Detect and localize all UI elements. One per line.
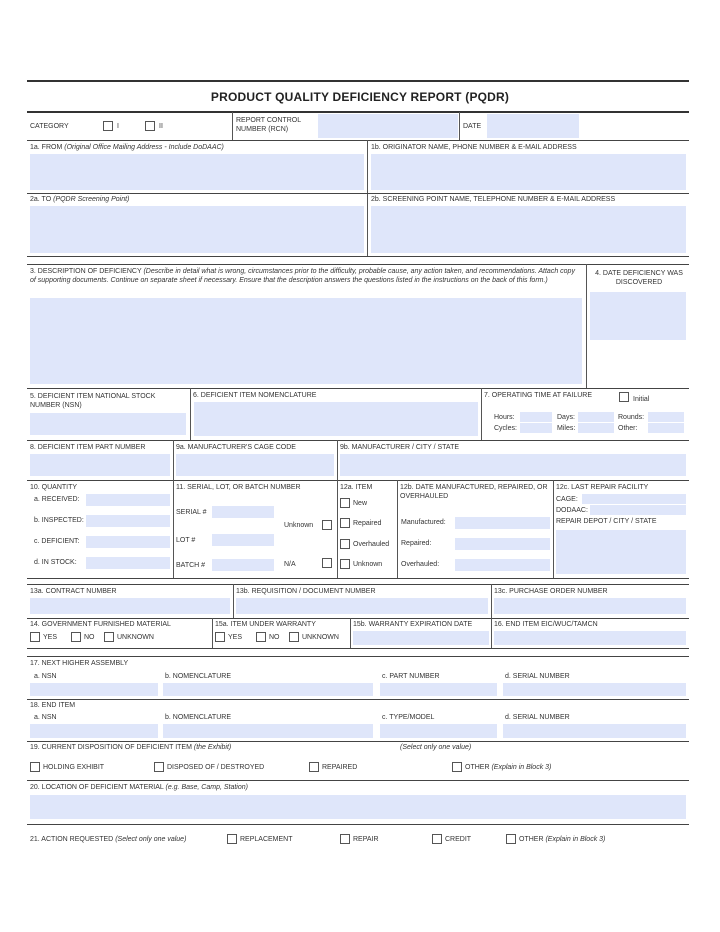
repair-dodaac-label: DODAAC:: [556, 507, 588, 514]
form-title: PRODUCT QUALITY DEFICIENCY REPORT (PQDR): [210, 90, 510, 104]
block-16-label: 16. END ITEM EIC/WUC/TAMCN: [494, 621, 598, 628]
warranty-yes-label: YES: [228, 634, 243, 641]
block-19-label: 19. CURRENT DISPOSITION OF DEFICIENT ITEM (the Exhibit): [30, 744, 232, 751]
block-12c-label: 12c. LAST REPAIR FACILITY: [556, 484, 649, 491]
item-overhauled-label: Overhauled: [353, 541, 390, 548]
credit-label: CREDIT: [445, 836, 472, 843]
screening-point-field[interactable]: [371, 206, 686, 253]
na-label: N/A: [284, 561, 296, 568]
warranty-unknown-checkbox[interactable]: [289, 632, 299, 642]
block-1a-label: 1a. FROM (Original Office Mailing Address - Include DoDAAC): [30, 144, 224, 151]
manufactured-field[interactable]: [455, 517, 550, 529]
requisition-field[interactable]: [236, 598, 488, 614]
deficient-label: c. DEFICIENT:: [34, 538, 80, 545]
initial-label: Initial: [633, 396, 650, 403]
inspected-field[interactable]: [86, 515, 170, 527]
block-13a-label: 13a. CONTRACT NUMBER: [30, 588, 117, 595]
other-label: Other:: [618, 425, 638, 432]
end-item-eic-field[interactable]: [494, 631, 686, 645]
manufacturer-field[interactable]: [340, 454, 686, 476]
repair-action-checkbox[interactable]: [340, 834, 350, 844]
hours-label: Hours:: [494, 414, 515, 421]
end-item-nomenclature-label: b. NOMENCLATURE: [165, 714, 231, 721]
item-overhauled-checkbox[interactable]: [340, 539, 350, 549]
days-label: Days:: [557, 414, 575, 421]
nha-nsn-label: a. NSN: [34, 673, 57, 680]
overhauled-date-label: Overhauled:: [401, 561, 440, 568]
cycles-field[interactable]: [520, 423, 552, 433]
miles-field[interactable]: [578, 423, 614, 433]
end-item-serial-label: d. SERIAL NUMBER: [505, 714, 570, 721]
block-17-label: 17. NEXT HIGHER ASSEMBLY: [30, 660, 129, 667]
title-rule: [27, 111, 689, 113]
received-label: a. RECEIVED:: [34, 496, 80, 503]
block-20-label: 20. LOCATION OF DEFICIENT MATERIAL (e.g. Base, Camp, Station): [30, 784, 248, 791]
warranty-yes-checkbox[interactable]: [215, 632, 225, 642]
cycles-label: Cycles:: [494, 425, 517, 432]
to-address-field[interactable]: [30, 206, 364, 253]
miles-label: Miles:: [557, 425, 576, 432]
serial-label: SERIAL #: [176, 509, 207, 516]
hours-field[interactable]: [520, 412, 552, 422]
category-i-checkbox[interactable]: [103, 121, 113, 131]
overhauled-date-field[interactable]: [455, 559, 550, 571]
lot-field[interactable]: [212, 534, 274, 546]
block-2a-label: 2a. TO (PQDR Screening Point): [30, 196, 130, 203]
other-action-checkbox[interactable]: [506, 834, 516, 844]
nha-part-number-field[interactable]: [380, 683, 497, 696]
rcn-field[interactable]: [318, 114, 458, 138]
serial-unknown-checkbox[interactable]: [322, 520, 332, 530]
warranty-no-label: NO: [269, 634, 280, 641]
top-rule: [27, 80, 689, 82]
rcn-label: REPORT CONTROL NUMBER (RCN): [236, 117, 301, 133]
batch-label: BATCH #: [176, 562, 206, 569]
block-6-label: 6. DEFICIENT ITEM NOMENCLATURE: [193, 392, 317, 399]
block-12b-label: 12b. DATE MANUFACTURED, REPAIRED, OR OVERHAULED: [400, 484, 548, 500]
block-12a-label: 12a. ITEM: [340, 484, 373, 491]
credit-checkbox[interactable]: [432, 834, 442, 844]
warranty-expiration-field[interactable]: [353, 631, 489, 645]
category-i-label: I: [117, 123, 119, 130]
warranty-no-checkbox[interactable]: [256, 632, 266, 642]
block-13b-label: 13b. REQUISITION / DOCUMENT NUMBER: [236, 588, 376, 595]
item-unknown-checkbox[interactable]: [340, 559, 350, 569]
nha-serial-label: d. SERIAL NUMBER: [505, 673, 570, 680]
block-3-label: 3. DESCRIPTION OF DEFICIENCY (Describe in detail what is wrong, circumstances prior to the difficulty, probable cause, any action taken, and recommendations. Attach copy of supporting documents. Continue on separate sheet if necessary. Ensure that the description answers the questions listed in the instructions on the back of this form.): [30, 268, 575, 284]
batch-field[interactable]: [212, 559, 274, 571]
other-disposition-checkbox[interactable]: [452, 762, 462, 772]
end-item-nsn-label: a. NSN: [34, 714, 57, 721]
initial-checkbox[interactable]: [619, 392, 629, 402]
item-new-label: New: [353, 500, 368, 507]
date-field[interactable]: [487, 114, 579, 138]
other-field[interactable]: [648, 423, 684, 433]
block-9b-label: 9b. MANUFACTURER / CITY / STATE: [340, 444, 460, 451]
block-19-select-note: (Select only one value): [400, 744, 472, 751]
item-new-checkbox[interactable]: [340, 498, 350, 508]
in-stock-label: d. IN STOCK:: [34, 559, 77, 566]
replacement-checkbox[interactable]: [227, 834, 237, 844]
serial-na-checkbox[interactable]: [322, 558, 332, 568]
nsn-field[interactable]: [30, 413, 186, 435]
other-disposition-label: OTHER (Explain in Block 3): [465, 764, 552, 771]
gfm-yes-label: YES: [43, 634, 58, 641]
nha-nomenclature-label: b. NOMENCLATURE: [165, 673, 231, 680]
item-repaired-label: Repaired: [353, 520, 382, 527]
item-repaired-checkbox[interactable]: [340, 518, 350, 528]
block-15a-label: 15a. ITEM UNDER WARRANTY: [215, 621, 316, 628]
block-21-label: 21. ACTION REQUESTED (Select only one value): [30, 836, 187, 843]
repaired-date-field[interactable]: [455, 538, 550, 550]
location-field[interactable]: [30, 795, 686, 819]
repaired-date-label: Repaired:: [401, 540, 432, 547]
end-item-type-label: c. TYPE/MODEL: [382, 714, 435, 721]
repaired-disposition-checkbox[interactable]: [309, 762, 319, 772]
block-4-label: 4. DATE DEFICIENCY WAS DISCOVERED: [595, 270, 683, 286]
block-5-label: 5. DEFICIENT ITEM NATIONAL STOCK NUMBER (NSN): [30, 393, 156, 409]
repair-action-label: REPAIR: [353, 836, 379, 843]
block-11-label: 11. SERIAL, LOT, OR BATCH NUMBER: [176, 484, 301, 491]
category-label: CATEGORY: [30, 123, 69, 130]
date-discovered-field[interactable]: [590, 292, 686, 340]
block-15b-label: 15b. WARRANTY EXPIRATION DATE: [353, 621, 473, 628]
received-field[interactable]: [86, 494, 170, 506]
nha-nsn-field[interactable]: [30, 683, 158, 696]
gfm-yes-checkbox[interactable]: [30, 632, 40, 642]
end-item-type-field[interactable]: [380, 724, 497, 738]
in-stock-field[interactable]: [86, 557, 170, 569]
disposed-label: DISPOSED OF / DESTROYED: [167, 764, 265, 771]
description-field[interactable]: [30, 298, 582, 384]
originator-field[interactable]: [371, 154, 686, 190]
unknown-label: Unknown: [284, 522, 314, 529]
lot-label: LOT #: [176, 537, 196, 544]
block-1b-label: 1b. ORIGINATOR NAME, PHONE NUMBER & E-MAIL ADDRESS: [371, 144, 577, 151]
contract-number-field[interactable]: [30, 598, 230, 614]
block-7-label: 7. OPERATING TIME AT FAILURE: [484, 392, 593, 399]
cage-code-field[interactable]: [176, 454, 334, 476]
nomenclature-field[interactable]: [194, 402, 478, 436]
block-10-label: 10. QUANTITY: [30, 484, 78, 491]
block-18-label: 18. END ITEM: [30, 702, 76, 709]
nha-nomenclature-field[interactable]: [163, 683, 373, 696]
part-number-field[interactable]: [30, 454, 170, 476]
block-13c-label: 13c. PURCHASE ORDER NUMBER: [494, 588, 608, 595]
disposed-checkbox[interactable]: [154, 762, 164, 772]
block-8-label: 8. DEFICIENT ITEM PART NUMBER: [30, 444, 146, 451]
date-label: DATE: [463, 123, 482, 130]
inspected-label: b. INSPECTED:: [34, 517, 84, 524]
warranty-unknown-label: UNKNOWN: [302, 634, 339, 641]
replacement-label: REPLACEMENT: [240, 836, 293, 843]
block-14-label: 14. GOVERNMENT FURNISHED MATERIAL: [30, 621, 171, 628]
end-item-serial-field[interactable]: [503, 724, 686, 738]
serial-field[interactable]: [212, 506, 274, 518]
gfm-unknown-label: UNKNOWN: [117, 634, 154, 641]
repair-depot-label: REPAIR DEPOT / CITY / STATE: [556, 518, 657, 525]
rounds-field[interactable]: [648, 412, 684, 422]
deficient-field[interactable]: [86, 536, 170, 548]
holding-exhibit-label: HOLDING EXHIBIT: [43, 764, 105, 771]
item-unknown-label: Unknown: [353, 561, 383, 568]
gfm-unknown-checkbox[interactable]: [104, 632, 114, 642]
end-item-nsn-field[interactable]: [30, 724, 158, 738]
purchase-order-field[interactable]: [494, 598, 686, 614]
block-2b-label: 2b. SCREENING POINT NAME, TELEPHONE NUMBER & E-MAIL ADDRESS: [371, 196, 616, 203]
block-9a-label: 9a. MANUFACTURER'S CAGE CODE: [176, 444, 296, 451]
repair-cage-field[interactable]: [582, 494, 686, 504]
from-address-field[interactable]: [30, 154, 364, 190]
gfm-no-label: NO: [84, 634, 95, 641]
repair-cage-label: CAGE:: [556, 496, 578, 503]
other-action-label: OTHER (Explain in Block 3): [519, 836, 606, 843]
category-ii-checkbox[interactable]: [145, 121, 155, 131]
rounds-label: Rounds:: [618, 414, 645, 421]
nha-part-number-label: c. PART NUMBER: [382, 673, 440, 680]
category-ii-label: II: [159, 123, 163, 130]
manufactured-label: Manufactured:: [401, 519, 446, 526]
nha-serial-field[interactable]: [503, 683, 686, 696]
gfm-no-checkbox[interactable]: [71, 632, 81, 642]
repair-dodaac-field[interactable]: [590, 505, 686, 515]
repaired-disposition-label: REPAIRED: [322, 764, 358, 771]
end-item-nomenclature-field[interactable]: [163, 724, 373, 738]
repair-depot-field[interactable]: [556, 530, 686, 574]
days-field[interactable]: [578, 412, 614, 422]
holding-exhibit-checkbox[interactable]: [30, 762, 40, 772]
